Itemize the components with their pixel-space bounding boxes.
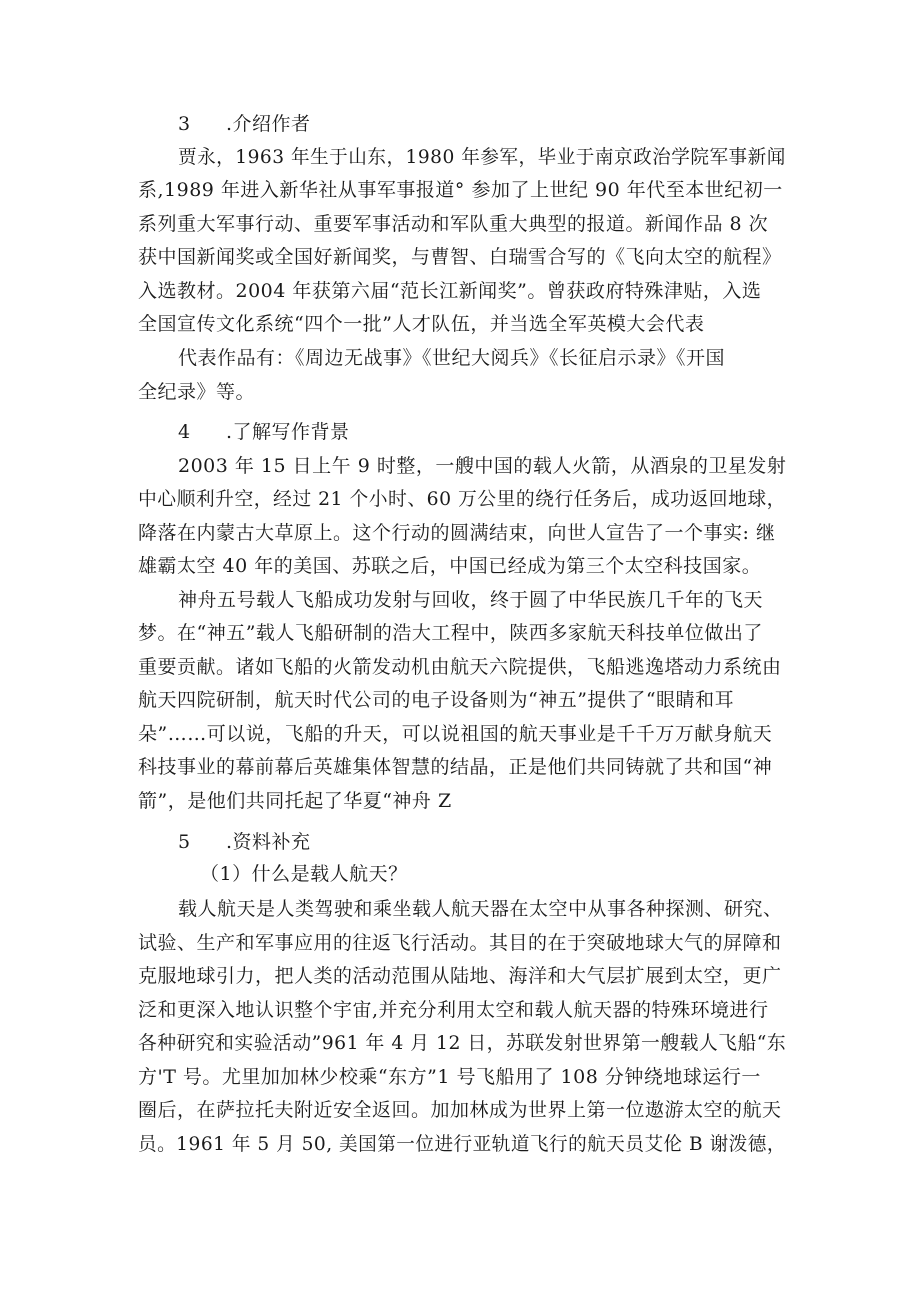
text-line: 雄霸太空 40 年的美国、苏联之后，中国已经成为第三个太空科技国家。	[138, 555, 762, 577]
text-line: 克服地球引力，把人类的活动范围从陆地、海洋和大气层扩展到太空，更广	[138, 965, 782, 987]
text-line: 获中国新闻奖或全国好新闻奖，与曹智、白瑞雪合写的《飞向太空的航程》	[138, 246, 782, 268]
section-heading-3	[178, 112, 311, 136]
text-line: 系,1989 年进入新华社从事军事报道° 参加了上世纪 90 年代至本世纪初一	[138, 179, 783, 201]
text-line: 朵”……可以说，飞船的升天，可以说祖国的航天事业是千千万万献身航天	[138, 723, 773, 745]
text-line: 重要贡献。诸如飞船的火箭发动机由航天六院提供，飞船逃逸塔动力系统由	[138, 656, 782, 678]
text-line: 科技事业的幕前幕后英雄集体智慧的结晶，正是他们共同铸就了共和国“神	[138, 756, 773, 778]
section-number: 4	[178, 421, 191, 443]
text-line: 系列重大军事行动、重要军事活动和军队重大典型的报道。新闻作品 8 次	[138, 213, 769, 235]
text-line: 载人航天是人类驾驶和乘坐载人航天器在太空中从事各种探测、研究、	[178, 898, 783, 920]
text-line: 入选教材。2004 年获第六届“范长江新闻奖”。曾获政府特殊津贴，入选	[138, 280, 762, 302]
text-line: 航天四院研制，航天时代公司的电子设备则为“神五”提供了“眼睛和耳	[138, 689, 735, 711]
section-title: .介绍作者	[226, 113, 311, 135]
section-heading-4	[178, 420, 350, 444]
text-line: 梦。在“神五”载人飞船研制的浩大工程中，陕西多家航天科技单位做出了	[138, 622, 763, 644]
subheading: （1）什么是载人航天？	[200, 863, 408, 885]
text-line: 方'T 号。尤里加加林少校乘“东方”1 号飞船用了 108 分钟绕地球运行一	[138, 1066, 761, 1088]
section-number: 3	[178, 113, 191, 135]
text-line: 员。1961 年 5 月 50, 美国第一位进行亚轨道飞行的航天员艾伦 B 谢泼德，	[138, 1133, 786, 1155]
text-line: 贾永，1963 年生于山东，1980 年参军，毕业于南京政治学院军事新闻	[178, 146, 786, 168]
text-line: 圈后，在萨拉托夫附近安全返回。加加林成为世界上第一位遨游太空的航天	[138, 1099, 782, 1121]
text-line: 试验、生产和军事应用的往返飞行活动。其目的在于突破地球大气的屏障和	[138, 932, 782, 954]
text-line: 神舟五号载人飞船成功发射与回收，终于圆了中华民族几千年的飞天	[178, 589, 764, 611]
text-line: 2003 年 15 日上午 9 时整，一艘中国的载人火箭，从酒泉的卫星发射	[178, 455, 787, 477]
section-title: .资料补充	[226, 831, 311, 853]
text-line: 中心顺利升空，经过 21 个小时、60 万公里的绕行任务后，成功返回地球，	[138, 488, 786, 510]
text-line: 降落在内蒙古大草原上。这个行动的圆满结束，向世人宣告了一个事实: 继	[138, 522, 776, 544]
text-line: 代表作品有：《周边无战事》《世纪大阅兵》《长征启示录》《开国	[178, 347, 726, 369]
section-title: .了解写作背景	[226, 421, 350, 443]
section-heading-5	[178, 830, 311, 854]
text-line: 全国宣传文化系统“四个一批”人才队伍，并当选全军英模大会代表	[138, 313, 705, 335]
text-line: 箭”，是他们共同托起了华夏“神舟 Z	[138, 790, 452, 812]
section-number: 5	[178, 831, 191, 853]
text-line: 各种研究和实验活动”961 年 4 月 12 日，苏联发射世界第一艘载人飞船“东	[138, 1032, 787, 1054]
text-line: 全纪录》等。	[138, 381, 256, 403]
text-line: 泛和更深入地认识整个宇宙,并充分利用太空和载人航天器的特殊环境进行	[138, 999, 769, 1021]
